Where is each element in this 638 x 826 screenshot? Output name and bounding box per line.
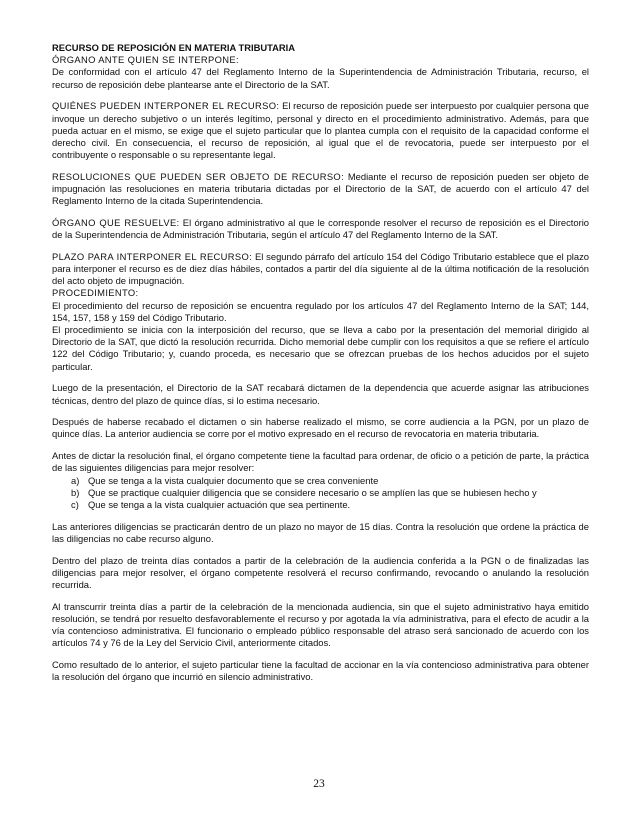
plazo-label: PLAZO PARA INTERPONER EL RECURSO: xyxy=(52,250,253,262)
page-number: 23 xyxy=(313,778,325,790)
treinta-dias-text: Dentro del plazo de treinta días contados a partir de la celebración de la audiencia conferida a la PGN o de finalizadas las diligencias para mejor resolver, el órgano competente resolverá el recurso confirmando, revocando o anulando la resolución recurrida. xyxy=(52,554,589,591)
list-marker: a) xyxy=(71,474,80,486)
list-marker: b) xyxy=(71,486,80,498)
list-item-text: Que se practique cualquier diligencia que se considere necesario o se amplíen las que se hubiesen hecho y xyxy=(88,486,537,498)
silencio-text: Al transcurrir treinta días a partir de la celebración de la mencionada audiencia, sin que el sujeto administrativo haya emitido resolución, se tendrá por resuelto desfavorablemente el recurso y por agotada la vía administrativa, para el efecto de acudir a la vía contencioso administrativa. El funcionario o empleado público responsable del atraso será sancionado de acuerdo con los artículos 74 y 76 de la Ley del Servicio Civil, anteriormente citados. xyxy=(52,600,589,649)
resoluciones-label: RESOLUCIONES QUE PUEDEN SER OBJETO DE RECURSO: xyxy=(52,170,345,182)
procedimiento-paragraph-2 xyxy=(52,324,589,373)
quienes-paragraph xyxy=(52,100,589,161)
diligencias-intro-paragraph xyxy=(52,450,589,474)
procedimiento-paragraph-1 xyxy=(52,300,589,324)
resultado-paragraph xyxy=(52,659,589,683)
list-item xyxy=(71,499,589,511)
quienes-label: QUIÉNES PUEDEN INTERPONER EL RECURSO: xyxy=(52,100,280,112)
presentacion-text: Luego de la presentación, el Directorio de la SAT recabará dictamen de la dependencia que acuerde asignar las atribuciones técnicas, dentro del plazo de quince días, si lo estima necesario. xyxy=(52,382,589,406)
procedimiento-label-paragraph xyxy=(52,287,589,299)
resoluciones-text: Mediante el recurso de reposición pueden ser objeto de impugnación las resoluciones en materia tributaria dictadas por el Directorio de la SAT, de acuerdo con el artículo 47 del Reglamento Interno de la citada Superintendencia. xyxy=(52,170,589,207)
plazo-paragraph xyxy=(52,251,589,288)
organo-text: De conformidad con el artículo 47 del Reglamento Interno de la Superintendencia de Administración Tributaria, recurso, el recurso de reposición debe plantearse ante el Directorio de la SAT. xyxy=(52,66,589,90)
procedimiento-text-2: El procedimiento se inicia con la interposición del recurso, que se lleva a cabo por la presentación del memorial dirigido al Directorio de la SAT, que dictó la resolución recurrida. Dicho memorial debe cumplir con los requisitos a que se refiere el artículo 122 del Código Tributario; y, cuando proceda, es necesario que se ofrezcan pruebas de los hechos aducidos por el sujeto particular. xyxy=(52,324,589,372)
presentacion-paragraph xyxy=(52,382,589,406)
document-page xyxy=(52,42,589,693)
resuelve-paragraph xyxy=(52,217,589,241)
diligencias-intro-text: Antes de dictar la resolución final, el órgano competente tiene la facultad para ordenar, de oficio o a petición de parte, la práctica de las siguientes diligencias para mejor resolver: xyxy=(52,450,589,474)
quienes-text: El recurso de reposición puede ser interpuesto por cualquier persona que invoque un derecho subjetivo o un interés legítimo, personal y directo en el procedimiento administrativo. Además, para que pueda actuar en el mismo, se exige que el sujeto particular que lo plantea cumpla con el requisito de la capacidad conforme el derecho civil. En consecuencia, el recurso de reposición, al igual que el de revocatoria, puede ser interpuesto por el contribuyente o responsable o su representante legal. xyxy=(52,100,589,161)
resoluciones-paragraph xyxy=(52,171,589,208)
organo-paragraph xyxy=(52,54,589,91)
audiencia-paragraph xyxy=(52,416,589,440)
diligencias-plazo-paragraph xyxy=(52,521,589,545)
list-item-text: Que se tenga a la vista cualquier actuación que sea pertinente. xyxy=(88,499,351,510)
diligencias-list xyxy=(52,475,589,512)
treinta-dias-paragraph xyxy=(52,555,589,592)
organo-label: ÓRGANO ANTE QUIEN SE INTERPONE: xyxy=(52,54,239,66)
resultado-text: Como resultado de lo anterior, el sujeto particular tiene la facultad de accionar en la vía contencioso administrativa para obtener la resolución del órgano que incurrió en silencio administrativo. xyxy=(52,659,589,683)
audiencia-text: Después de haberse recabado el dictamen o sin haberse realizado el mismo, se corre audiencia a la PGN, por un plazo de quince días. La anterior audiencia se corre por el motivo expresado en el recurso de revocatoria en materia tributaria. xyxy=(52,416,589,440)
list-item xyxy=(71,486,589,499)
list-item xyxy=(71,474,589,487)
heading-text: RECURSO DE REPOSICIÓN EN MATERIA TRIBUTARIA xyxy=(52,42,296,53)
list-item-text: Que se tenga a la vista cualquier documento que se crea conveniente xyxy=(88,474,379,486)
plazo-text: El segundo párrafo del artículo 154 del Código Tributario establece que el plazo para interponer el recurso es de diez días hábiles, contados a partir del día siguiente al de la última notificación de la resolución del acto objeto de impugnación. xyxy=(52,250,589,287)
diligencias-plazo-text: Las anteriores diligencias se practicarán dentro de un plazo no mayor de 15 días. Contra la resolución que ordene la práctica de las diligencias no cabe recurso alguno. xyxy=(52,520,589,544)
document-heading xyxy=(52,42,589,54)
list-marker: c) xyxy=(71,499,79,510)
procedimiento-text-1: El procedimiento del recurso de reposición se encuentra regulado por los artículos 47 del Reglamento Interno de la SAT; 144, 154, 157, 158 y 159 del Código Tributario. xyxy=(52,299,589,323)
resuelve-text: El órgano administrativo al que le corresponde resolver el recurso de reposición es el Directorio de la Superintendencia de Administración Tributaria, según el artículo 47 del Reglamento Interno de la SAT. xyxy=(52,216,590,241)
silencio-paragraph xyxy=(52,601,589,650)
procedimiento-label: PROCEDIMIENTO: xyxy=(52,287,139,299)
resuelve-label: ÓRGANO QUE RESUELVE: xyxy=(52,216,180,228)
